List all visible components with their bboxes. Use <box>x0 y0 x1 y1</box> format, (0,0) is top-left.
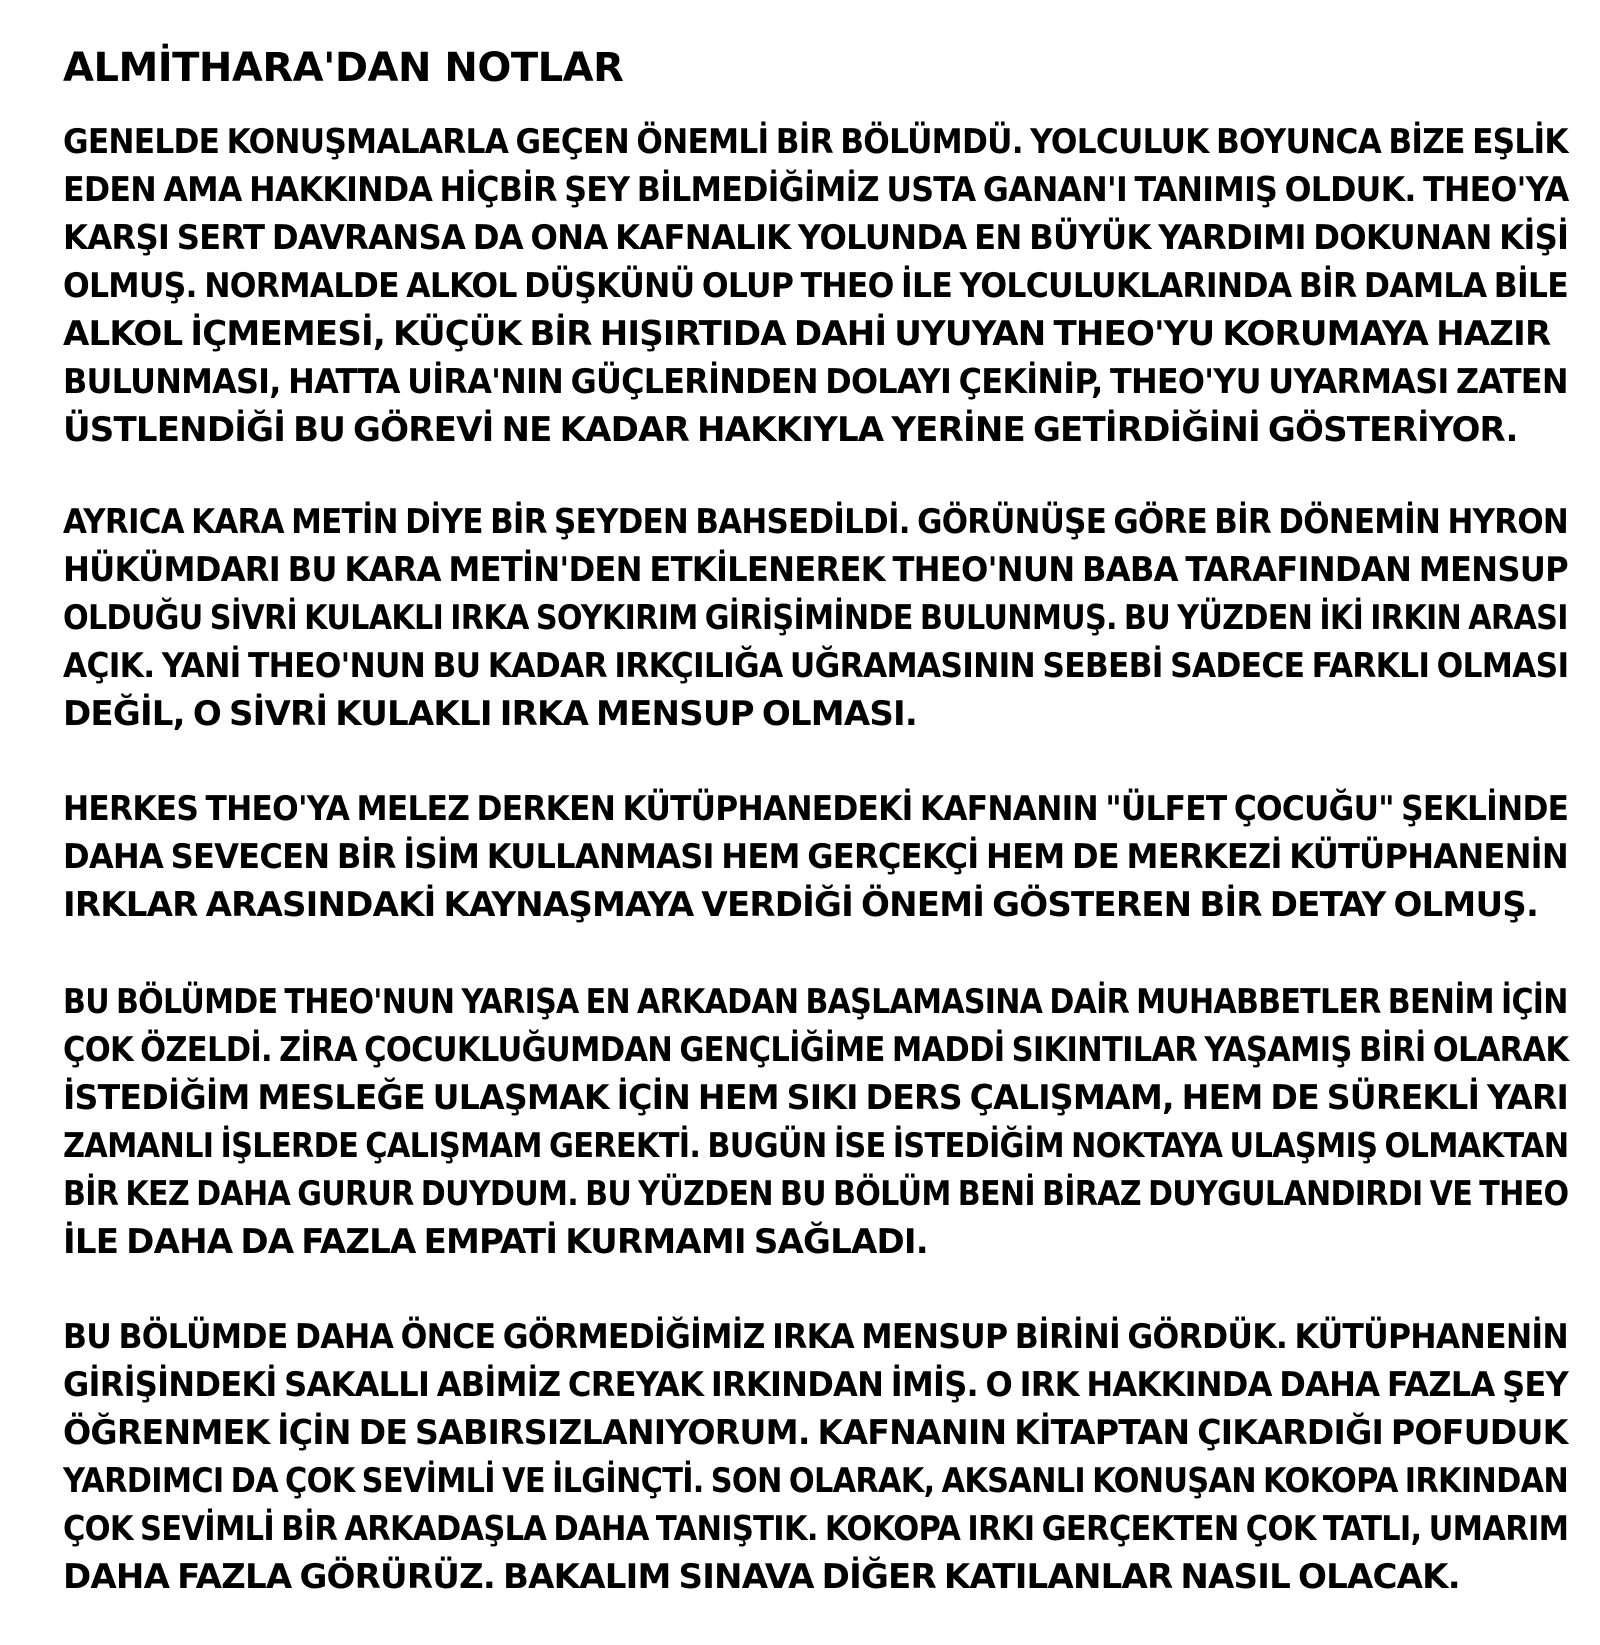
paragraph-line: AYRICA KARA METİN DİYE BİR ŞEYDEN BAHSEDİLDİ. GÖRÜNÜŞE GÖRE BİR DÖNEMİN HYRON <box>63 502 1569 542</box>
paragraph-line: OLMUŞ. NORMALDE ALKOL DÜŞKÜNÜ OLUP THEO İLE YOLCULUKLARINDA BİR DAMLA BİLE <box>63 266 1568 306</box>
paragraph-line: OLDUĞU SİVRİ KULAKLI IRKA SOYKIRIM GİRİŞİMİNDE BULUNMUŞ. BU YÜZDEN İKİ IRKIN ARASI <box>63 598 1568 638</box>
paragraph-line: BİR KEZ DAHA GURUR DUYDUM. BU YÜZDEN BU BÖLÜM BENİ BİRAZ DUYGULANDIRDI VE THEO <box>63 1174 1569 1214</box>
paragraph-5 <box>63 1313 1569 1601</box>
paragraph-line: ÖĞRENMEK İÇİN DE SABIRSIZLANIYORUM. KAFNANIN KİTAPTAN ÇIKARDIĞI POFUDUK <box>63 1413 1568 1453</box>
paragraph-line: BU BÖLÜMDE THEO'NUN YARIŞA EN ARKADAN BAŞLAMASINA DAİR MUHABBETLER BENİM İÇİN <box>63 982 1568 1022</box>
page-title: ALMİTHARA'DAN NOTLAR <box>63 45 624 91</box>
paragraph-line: DEĞİL, O SİVRİ KULAKLI IRKA MENSUP OLMASI. <box>63 694 917 734</box>
paragraph-line: YARDIMCI DA ÇOK SEVİMLİ VE İLGİNÇTİ. SON OLARAK, AKSANLI KONUŞAN KOKOPA IRKINDAN <box>63 1461 1569 1501</box>
paragraph-line: DAHA FAZLA GÖRÜRÜZ. BAKALIM SINAVA DİĞER KATILANLAR NASIL OLACAK. <box>63 1557 1460 1597</box>
paragraph-line: HERKES THEO'YA MELEZ DERKEN KÜTÜPHANEDEKİ KAFNANIN "ÜLFET ÇOCUĞU" ŞEKLİNDE <box>63 789 1569 829</box>
paragraph-line: ÜSTLENDİĞİ BU GÖREVİ NE KADAR HAKKIYLA YERİNE GETİRDİĞİNİ GÖSTERİYOR. <box>63 410 1518 450</box>
paragraph-line: KARŞI SERT DAVRANSA DA ONA KAFNALIK YOLUNDA EN BÜYÜK YARDIMI DOKUNAN KİŞİ <box>63 218 1569 258</box>
paragraph-line: ÇOK SEVİMLİ BİR ARKADAŞLA DAHA TANIŞTIK. KOKOPA IRKI GERÇEKTEN ÇOK TATLI, UMARIM <box>63 1509 1569 1549</box>
paragraph-line: İSTEDİĞİM MESLEĞE ULAŞMAK İÇİN HEM SIKI DERS ÇALIŞMAM, HEM DE SÜREKLİ YARI <box>63 1078 1569 1118</box>
paragraph-line: BU BÖLÜMDE DAHA ÖNCE GÖRMEDİĞİMİZ IRKA MENSUP BİRİNİ GÖRDÜK. KÜTÜPHANENİN <box>63 1317 1569 1357</box>
paragraph-line: DAHA SEVECEN BİR İSİM KULLANMASI HEM GERÇEKÇİ HEM DE MERKEZİ KÜTÜPHANENİN <box>63 837 1568 877</box>
paragraph-3 <box>63 785 1569 929</box>
paragraph-line: İLE DAHA DA FAZLA EMPATİ KURMAMI SAĞLADI. <box>63 1222 928 1262</box>
paragraph-4 <box>63 978 1569 1266</box>
paragraph-line: ZAMANLI İŞLERDE ÇALIŞMAM GEREKTİ. BUGÜN İSE İSTEDİĞİM NOKTAYA ULAŞMIŞ OLMAKTAN <box>63 1126 1569 1166</box>
paragraph-line: GENELDE KONUŞMALARLA GEÇEN ÖNEMLİ BİR BÖLÜMDÜ. YOLCULUK BOYUNCA BİZE EŞLİK <box>63 122 1568 162</box>
paragraph-line: IRKLAR ARASINDAKİ KAYNAŞMAYA VERDİĞİ ÖNEMİ GÖSTEREN BİR DETAY OLMUŞ. <box>63 885 1539 925</box>
paragraph-2 <box>63 498 1569 738</box>
paragraph-line: ALKOL İÇMEMESİ, KÜÇÜK BİR HIŞIRTIDA DAHİ UYUYAN THEO'YU KORUMAYA HAZIR <box>63 314 1551 354</box>
paragraph-line: ÇOK ÖZELDİ. ZİRA ÇOCUKLUĞUMDAN GENÇLİĞİME MADDİ SIKINTILAR YAŞAMIŞ BİRİ OLARAK <box>63 1030 1569 1070</box>
paragraph-line: HÜKÜMDARI BU KARA METİN'DEN ETKİLENEREK THEO'NUN BABA TARAFINDAN MENSUP <box>63 550 1568 590</box>
paragraph-line: AÇIK. YANİ THEO'NUN BU KADAR IRKÇILIĞA UĞRAMASININ SEBEBİ SADECE FARKLI OLMASI <box>63 646 1569 686</box>
paragraph-line: GİRİŞİNDEKİ SAKALLI ABİMİZ CREYAK IRKINDAN İMİŞ. O IRK HAKKINDA DAHA FAZLA ŞEY <box>63 1365 1568 1405</box>
paragraph-1 <box>63 118 1569 454</box>
paragraph-line: EDEN AMA HAKKINDA HİÇBİR ŞEY BİLMEDİĞİMİZ USTA GANAN'I TANIMIŞ OLDUK. THEO'YA <box>63 170 1569 210</box>
paragraph-line: BULUNMASI, HATTA UİRA'NIN GÜÇLERİNDEN DOLAYI ÇEKİNİP, THEO'YU UYARMASI ZATEN <box>63 362 1568 402</box>
